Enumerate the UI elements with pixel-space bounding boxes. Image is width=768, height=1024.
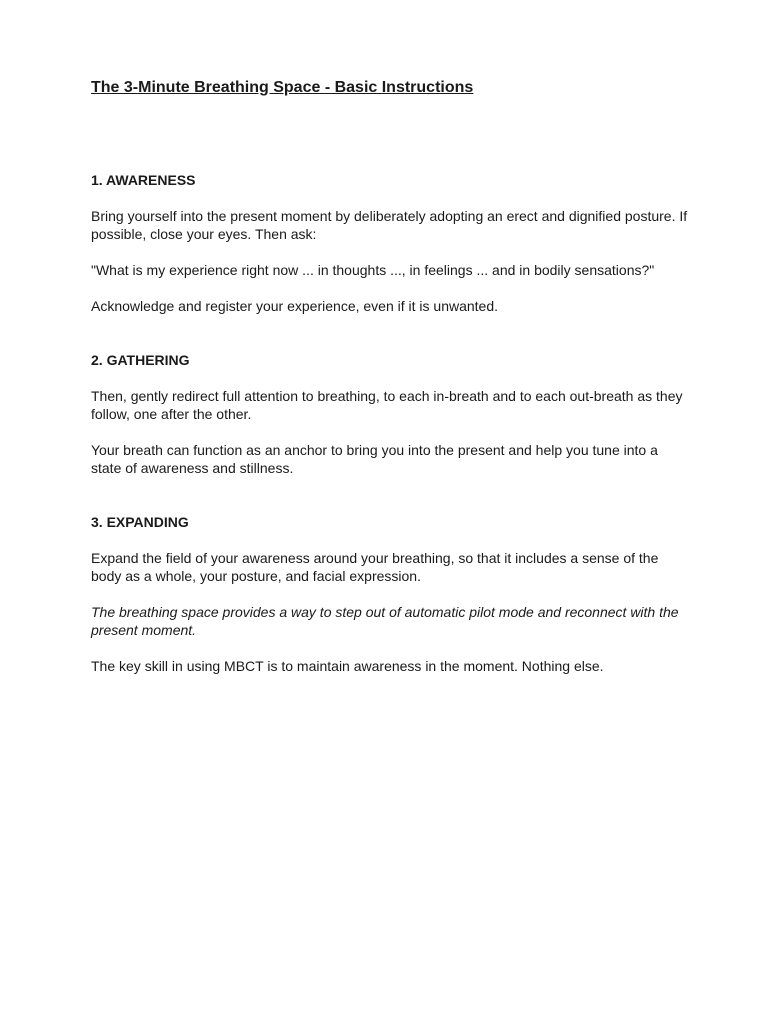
gathering-paragraph-1: Then, gently redirect full attention to breathing, to each in-breath and to each out-breath as they follow, one after the other. xyxy=(91,388,683,422)
awareness-paragraph-2: "What is my experience right now ... in thoughts ..., in feelings ... and in bodily sensations?" xyxy=(91,262,655,278)
expanding-paragraph-2: The breathing space provides a way to step out of automatic pilot mode and reconnect with the present moment. xyxy=(91,604,679,638)
section-heading-expanding: 3. EXPANDING xyxy=(91,514,189,530)
awareness-paragraph-3: Acknowledge and register your experience, even if it is unwanted. xyxy=(91,298,499,314)
section-heading-gathering: 2. GATHERING xyxy=(91,352,190,368)
gathering-paragraph-2: Your breath can function as an anchor to bring you into the present and help you tune into a state of awareness and stillness. xyxy=(91,442,658,476)
document-title: The 3-Minute Breathing Space - Basic Instructions xyxy=(91,79,474,96)
section-heading-awareness: 1. AWARENESS xyxy=(91,172,196,188)
expanding-paragraph-1: Expand the field of your awareness around your breathing, so that it includes a sense of the body as a whole, your posture, and facial expression. xyxy=(91,550,659,584)
expanding-paragraph-3: The key skill in using MBCT is to maintain awareness in the moment. Nothing else. xyxy=(91,658,604,674)
awareness-paragraph-1: Bring yourself into the present moment by deliberately adopting an erect and dignified posture. If possible, close your eyes. Then ask: xyxy=(91,208,688,242)
document-body xyxy=(91,78,691,675)
